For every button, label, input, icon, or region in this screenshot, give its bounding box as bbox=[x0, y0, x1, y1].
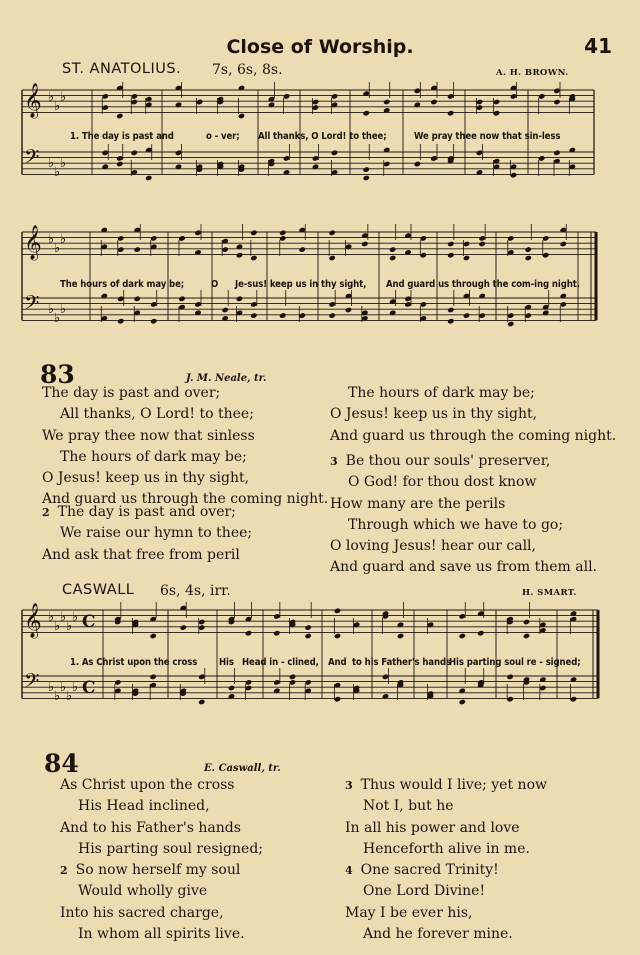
note-head bbox=[459, 699, 466, 705]
stanza-3 bbox=[330, 451, 597, 579]
verse-line: The day is past and over; bbox=[42, 385, 221, 401]
note-head bbox=[476, 104, 483, 110]
treble-clef-icon: 𝄞 bbox=[24, 83, 42, 118]
note-head bbox=[279, 230, 286, 236]
flat-icon: ♭ bbox=[48, 302, 55, 317]
treble-clef-icon: 𝄞 bbox=[24, 603, 42, 638]
note-head bbox=[178, 235, 185, 241]
note-head bbox=[570, 696, 577, 702]
note-head bbox=[178, 296, 185, 302]
note-head bbox=[116, 113, 123, 119]
note-head bbox=[476, 150, 483, 156]
stanza-2 bbox=[42, 502, 252, 566]
verse-line: And ask that free from peril bbox=[42, 546, 240, 563]
note-head bbox=[361, 241, 368, 247]
note-head bbox=[334, 633, 341, 639]
verse-line: And to his Father's hands bbox=[60, 819, 241, 836]
flat-icon: ♭ bbox=[60, 610, 67, 625]
flat-icon: ♭ bbox=[60, 302, 67, 317]
note-head bbox=[553, 99, 560, 105]
note-head bbox=[542, 235, 549, 241]
note-head bbox=[117, 296, 124, 302]
verse-line: O Jesus! keep us in thy sight, bbox=[42, 470, 250, 487]
note-head bbox=[273, 679, 280, 685]
note-head bbox=[102, 150, 109, 156]
verse-number: 4 bbox=[345, 864, 353, 877]
note-head bbox=[289, 674, 296, 680]
note-head bbox=[250, 230, 257, 236]
note-head bbox=[250, 301, 257, 307]
note-head bbox=[312, 104, 319, 110]
note-head bbox=[145, 175, 152, 181]
bass-clef-icon: 𝄢 bbox=[24, 669, 40, 697]
verse-line: O loving Jesus! hear our call, bbox=[330, 538, 536, 555]
underlay-text: We pray thee now that sin-less bbox=[414, 131, 561, 142]
verse-line: Into his sacred charge, bbox=[60, 904, 224, 921]
note-head bbox=[382, 674, 389, 680]
verse-line: And guard us through the coming night. bbox=[330, 427, 617, 444]
verse-line: And he forever mine. bbox=[363, 925, 513, 942]
note-head bbox=[383, 99, 390, 105]
hymn-author: J. M. Neale, tr. bbox=[186, 373, 267, 384]
underlay-text: And bbox=[328, 657, 347, 668]
note-head bbox=[476, 99, 483, 105]
note-head bbox=[312, 99, 319, 105]
note-head bbox=[493, 99, 500, 105]
note-head bbox=[560, 241, 567, 247]
verse-line: We raise our hymn to thee; bbox=[60, 525, 253, 542]
note-head bbox=[463, 255, 470, 261]
note-head bbox=[459, 633, 466, 639]
hymn-number: 83 bbox=[40, 360, 75, 389]
note-head bbox=[404, 301, 411, 307]
flat-icon: ♭ bbox=[48, 156, 55, 171]
note-head bbox=[283, 155, 290, 161]
tune-name-st-anatolius: ST. ANATOLIUS. bbox=[62, 61, 182, 77]
flat-icon: ♭ bbox=[54, 689, 61, 704]
underlay-text: o - ver; bbox=[206, 131, 240, 142]
note-head bbox=[478, 312, 485, 318]
note-head bbox=[175, 150, 182, 156]
note-head bbox=[560, 301, 567, 307]
note-head bbox=[331, 150, 338, 156]
underlay-text: And guard us through the com-ing night. bbox=[386, 279, 580, 290]
hymn-author: E. Caswall, tr. bbox=[204, 763, 281, 774]
flat-icon: ♭ bbox=[66, 689, 73, 704]
note-head bbox=[414, 161, 421, 167]
note-head bbox=[283, 93, 290, 99]
note-head bbox=[430, 155, 437, 161]
note-head bbox=[228, 685, 235, 691]
note-head bbox=[304, 624, 311, 630]
note-head bbox=[102, 104, 109, 110]
note-head bbox=[553, 88, 560, 94]
note-head bbox=[131, 150, 138, 156]
flat-icon: ♭ bbox=[48, 90, 55, 105]
tune-meter: 7s, 6s, 8s. bbox=[212, 62, 283, 78]
note-head bbox=[312, 155, 319, 161]
note-head bbox=[447, 241, 454, 247]
composer: H. SMART. bbox=[522, 588, 577, 598]
flat-icon: ♭ bbox=[54, 165, 61, 180]
note-head bbox=[194, 230, 201, 236]
note-head bbox=[328, 230, 335, 236]
note-head bbox=[478, 235, 485, 241]
note-head bbox=[245, 630, 252, 636]
note-head bbox=[478, 241, 485, 247]
note-head bbox=[116, 161, 123, 167]
underlay-text: to his Father's hands bbox=[352, 657, 451, 668]
note-head bbox=[150, 235, 157, 241]
note-head bbox=[538, 155, 545, 161]
verse-line: How many are the perils bbox=[330, 495, 506, 512]
page-number: 41 bbox=[584, 34, 612, 58]
verse-line: One Lord Divine! bbox=[363, 883, 486, 900]
note-head bbox=[245, 685, 252, 691]
verse-line: Thus would I live; yet now bbox=[360, 777, 547, 793]
verse-line: His parting soul resigned; bbox=[78, 840, 263, 857]
note-head bbox=[149, 633, 156, 639]
underlay-text: 1. As Christ upon the cross bbox=[70, 657, 198, 668]
underlay-text: All thanks, O Lord! to thee; bbox=[258, 131, 387, 142]
note-head bbox=[447, 93, 454, 99]
tune-name-caswall: CASWALL bbox=[62, 582, 135, 598]
note-head bbox=[363, 166, 370, 172]
note-head bbox=[525, 255, 532, 261]
note-head bbox=[149, 674, 156, 680]
note-head bbox=[304, 679, 311, 685]
note-head bbox=[525, 246, 532, 252]
note-head bbox=[116, 155, 123, 161]
underlay-text: O bbox=[211, 279, 219, 290]
note-head bbox=[404, 296, 411, 302]
underlay-text: The hours of dark may be; bbox=[60, 279, 185, 290]
note-head bbox=[539, 685, 546, 691]
note-head bbox=[250, 255, 257, 261]
note-head bbox=[198, 624, 205, 630]
note-head bbox=[334, 608, 341, 614]
note-head bbox=[250, 312, 257, 318]
note-head bbox=[131, 93, 138, 99]
treble-clef-icon: 𝄞 bbox=[24, 225, 42, 260]
verse-line: And guard and save us from them all. bbox=[330, 559, 598, 576]
note-head bbox=[345, 307, 352, 313]
note-head bbox=[131, 99, 138, 105]
note-head bbox=[134, 246, 141, 252]
note-head bbox=[331, 93, 338, 99]
note-head bbox=[279, 235, 286, 241]
note-head bbox=[180, 624, 187, 630]
note-head bbox=[328, 312, 335, 318]
note-head bbox=[506, 696, 513, 702]
note-head bbox=[397, 633, 404, 639]
note-head bbox=[389, 246, 396, 252]
underlay-text: His parting soul re - signed; bbox=[449, 657, 581, 668]
note-head bbox=[198, 699, 205, 705]
note-head bbox=[420, 235, 427, 241]
note-head bbox=[102, 93, 109, 99]
note-head bbox=[493, 110, 500, 116]
stanza-1 bbox=[42, 383, 328, 511]
note-head bbox=[447, 252, 454, 258]
note-head bbox=[459, 613, 466, 619]
note-head bbox=[117, 318, 124, 324]
stanza-2-continued bbox=[330, 383, 616, 447]
verse-line: All thanks, O Lord! to thee; bbox=[60, 406, 254, 423]
flat-icon: ♭ bbox=[60, 680, 67, 695]
note-head bbox=[150, 301, 157, 307]
note-head bbox=[538, 93, 545, 99]
verse-line: As Christ upon the cross bbox=[60, 777, 235, 793]
note-head bbox=[198, 674, 205, 680]
note-head bbox=[463, 312, 470, 318]
common-time-icon: C bbox=[82, 612, 96, 632]
underlay-text: Je-sus! keep us in thy sight, bbox=[235, 279, 367, 290]
flat-icon: ♭ bbox=[60, 90, 67, 105]
note-head bbox=[117, 235, 124, 241]
flat-icon: ♭ bbox=[54, 311, 61, 326]
bass-clef-icon: 𝄢 bbox=[24, 145, 40, 173]
verse-line: Henceforth alive in me. bbox=[363, 840, 530, 857]
flat-icon: ♭ bbox=[72, 680, 79, 695]
flat-icon: ♭ bbox=[60, 156, 67, 171]
note-head bbox=[289, 679, 296, 685]
tune-meter: 6s, 4s, irr. bbox=[160, 583, 231, 599]
note-head bbox=[334, 696, 341, 702]
note-head bbox=[477, 630, 484, 636]
note-head bbox=[542, 252, 549, 258]
underlay-text: 1. The day is past and bbox=[70, 131, 174, 142]
note-head bbox=[238, 113, 245, 119]
note-head bbox=[304, 633, 311, 639]
note-head bbox=[506, 674, 513, 680]
note-head bbox=[507, 321, 514, 327]
note-head bbox=[420, 301, 427, 307]
page-title: Close of Worship. bbox=[226, 36, 414, 58]
verse-number: 2 bbox=[60, 864, 68, 877]
verse-line: May I be ever his, bbox=[345, 904, 473, 921]
underlay-text: His bbox=[219, 657, 234, 668]
note-head bbox=[447, 110, 454, 116]
note-head bbox=[114, 679, 121, 685]
stanza-3 bbox=[345, 775, 547, 860]
note-head bbox=[245, 679, 252, 685]
flat-icon: ♭ bbox=[48, 610, 55, 625]
verse-line: One sacred Trinity! bbox=[360, 862, 499, 878]
verse-number: 2 bbox=[42, 506, 50, 519]
stanza-4 bbox=[345, 860, 513, 945]
verse-number: 3 bbox=[345, 779, 353, 792]
note-head bbox=[389, 255, 396, 261]
verse-number: 3 bbox=[330, 455, 338, 468]
flat-icon: ♭ bbox=[66, 619, 73, 634]
common-time-icon: C bbox=[82, 678, 96, 698]
stanza-2 bbox=[60, 860, 245, 945]
note-head bbox=[273, 613, 280, 619]
note-head bbox=[221, 246, 228, 252]
note-head bbox=[273, 630, 280, 636]
note-head bbox=[523, 619, 530, 625]
note-head bbox=[236, 296, 243, 302]
note-head bbox=[150, 318, 157, 324]
note-head bbox=[447, 307, 454, 313]
flat-icon: ♭ bbox=[48, 680, 55, 695]
note-head bbox=[328, 255, 335, 261]
note-head bbox=[510, 93, 517, 99]
verse-line: The hours of dark may be; bbox=[348, 385, 535, 401]
note-head bbox=[279, 312, 286, 318]
flat-icon: ♭ bbox=[54, 619, 61, 634]
verse-line: The day is past and over; bbox=[57, 504, 236, 520]
note-head bbox=[117, 246, 124, 252]
note-head bbox=[523, 633, 530, 639]
note-head bbox=[196, 99, 203, 105]
note-head bbox=[299, 312, 306, 318]
note-head bbox=[447, 318, 454, 324]
note-head bbox=[430, 99, 437, 105]
note-head bbox=[507, 235, 514, 241]
verse-line: Not I, but he bbox=[363, 798, 454, 815]
flat-icon: ♭ bbox=[48, 232, 55, 247]
note-head bbox=[525, 312, 532, 318]
note-head bbox=[194, 301, 201, 307]
verse-line: The hours of dark may be; bbox=[60, 448, 247, 465]
bass-clef-icon: 𝄢 bbox=[24, 291, 40, 319]
note-head bbox=[510, 172, 517, 178]
verse-line: O God! for thou dost know bbox=[348, 474, 537, 491]
note-head bbox=[363, 175, 370, 181]
hymn-number: 84 bbox=[44, 749, 79, 778]
verse-line: His Head inclined, bbox=[78, 798, 210, 815]
note-head bbox=[198, 619, 205, 625]
note-head bbox=[299, 246, 306, 252]
verse-line: We pray thee now that sinless bbox=[42, 427, 255, 444]
note-head bbox=[507, 312, 514, 318]
note-head bbox=[383, 161, 390, 167]
note-head bbox=[420, 252, 427, 258]
note-head bbox=[414, 88, 421, 94]
stanza-1 bbox=[60, 775, 263, 860]
underlay-text: Head in - clined, bbox=[242, 657, 319, 668]
note-head bbox=[553, 150, 560, 156]
note-head bbox=[236, 252, 243, 258]
verse-line: In whom all spirits live. bbox=[78, 925, 245, 942]
note-head bbox=[221, 307, 228, 313]
flat-icon: ♭ bbox=[54, 241, 61, 256]
verse-line: Through which we have to go; bbox=[348, 516, 564, 533]
flat-icon: ♭ bbox=[54, 99, 61, 114]
verse-line: Would wholly give bbox=[78, 883, 208, 900]
verse-line: So now herself my soul bbox=[75, 862, 241, 878]
composer: A. H. BROWN. bbox=[496, 68, 569, 78]
verse-line: In all his power and love bbox=[345, 819, 520, 836]
verse-line: O Jesus! keep us in thy sight, bbox=[330, 406, 538, 423]
note-head bbox=[363, 110, 370, 116]
verse-line: And guard us through the coming night. bbox=[42, 491, 329, 508]
flat-icon: ♭ bbox=[72, 610, 79, 625]
note-head bbox=[328, 301, 335, 307]
verse-line: Be thou our souls' preserver, bbox=[345, 453, 551, 469]
note-head bbox=[463, 241, 470, 247]
flat-icon: ♭ bbox=[60, 232, 67, 247]
note-head bbox=[134, 296, 141, 302]
